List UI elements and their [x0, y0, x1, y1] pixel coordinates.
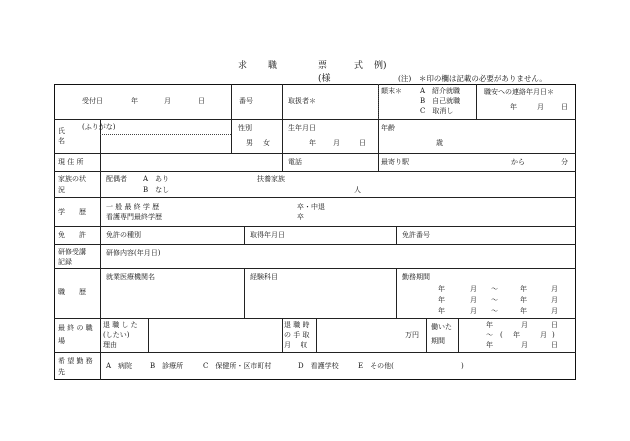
- cell-divider: [316, 318, 317, 352]
- final-workplace-label-2: 場: [58, 337, 65, 345]
- reception-year-unit[interactable]: 年: [131, 97, 138, 105]
- cell-divider: [378, 153, 379, 171]
- salary-label-2: の 手 取: [284, 331, 310, 339]
- period-year: 年: [520, 307, 527, 315]
- furigana-field[interactable]: (ふりがな): [82, 123, 116, 131]
- row-divider: [54, 171, 576, 172]
- age-label: 年齢: [381, 124, 395, 132]
- title-char: 職: [268, 61, 278, 71]
- row-divider: [54, 119, 576, 120]
- period-day: 日: [551, 341, 558, 349]
- birthdate-label: 生年月日: [288, 124, 316, 132]
- age-unit[interactable]: 歳: [436, 139, 443, 147]
- reception-day-unit[interactable]: 日: [198, 97, 205, 105]
- period-day: 日: [551, 321, 558, 329]
- license-number-field[interactable]: 免許番号: [402, 231, 430, 239]
- number-field-label[interactable]: 番号: [239, 97, 253, 105]
- career-department-field[interactable]: 経験科目: [250, 273, 278, 281]
- contact-date-label: 職安への連絡年月日＊: [484, 88, 554, 96]
- license-date-field[interactable]: 取得年月日: [250, 231, 285, 239]
- cell-divider: [231, 84, 232, 119]
- phone-label: 電話: [288, 158, 302, 166]
- label-column-divider: [100, 119, 101, 380]
- dotted-divider: [378, 84, 379, 119]
- wish-label: 希 望 勤 務: [58, 357, 93, 365]
- salary-label: 退 職 時: [284, 321, 310, 329]
- name-label-2: 名: [58, 137, 65, 145]
- outcome-option-a[interactable]: A 紹介就職: [420, 87, 461, 95]
- period-year: 年: [520, 296, 527, 304]
- spouse-option-b[interactable]: B なし: [143, 186, 170, 194]
- final-workplace-label: 最 終 の 職: [58, 324, 93, 332]
- period-month: 月: [540, 331, 547, 339]
- training-label-2: 記録: [58, 258, 72, 266]
- cell-divider: [396, 226, 397, 244]
- wish-option-e[interactable]: E その他(: [358, 362, 394, 370]
- reception-date-label: 受付日: [82, 97, 103, 105]
- outcome-option-b[interactable]: B 自己就職: [420, 97, 461, 105]
- row-divider: [54, 244, 576, 245]
- title-char: 例): [374, 61, 387, 71]
- row-divider: [54, 153, 576, 154]
- wish-option-c[interactable]: C 保健所・区市町村: [203, 362, 272, 370]
- spouse-option-a[interactable]: A あり: [143, 175, 170, 183]
- handler-field-label[interactable]: 取扱者＊: [288, 97, 316, 105]
- general-graduation-status[interactable]: 卒・中退: [297, 203, 325, 211]
- row-divider: [54, 318, 576, 319]
- period-tilde: 〜: [491, 296, 498, 304]
- period-year: 年: [486, 341, 493, 349]
- row-divider: [54, 352, 576, 353]
- title-char: 求: [238, 61, 248, 71]
- cell-divider: [282, 153, 283, 171]
- period-month: 月: [470, 285, 477, 293]
- wish-option-e-close: ): [461, 362, 464, 370]
- cell-divider: [458, 318, 459, 352]
- cell-divider: [282, 318, 283, 352]
- cell-divider: [231, 119, 232, 153]
- wish-option-a[interactable]: A 病院: [106, 362, 133, 370]
- reason-label: 退 職 し た: [103, 321, 138, 329]
- period-paren-close: ): [552, 331, 555, 339]
- period-paren-open: 〜 (: [486, 331, 503, 339]
- row-divider: [54, 268, 576, 269]
- education-label: 学 歴: [58, 208, 86, 216]
- reason-label-2: (したい): [103, 331, 130, 339]
- worked-period-label: 働いた: [431, 323, 452, 331]
- period-tilde: 〜: [491, 285, 498, 293]
- career-institution-field[interactable]: 就業医療機関名: [106, 273, 155, 281]
- period-month: 月: [521, 321, 528, 329]
- dependents-unit[interactable]: 人: [354, 186, 361, 194]
- worked-period-label-2: 期間: [431, 337, 445, 345]
- career-label: 職 歴: [58, 288, 86, 296]
- contact-year-unit[interactable]: 年: [510, 103, 517, 111]
- station-minutes[interactable]: 分: [561, 158, 568, 166]
- sex-male-option[interactable]: 男: [246, 139, 253, 147]
- form-note: (注) ＊印の欄は記載の必要がありません。: [398, 74, 547, 83]
- reason-label-3: 理由: [103, 341, 117, 349]
- training-label: 研修受講: [58, 248, 86, 256]
- station-from[interactable]: から: [511, 158, 525, 166]
- outcome-label: 顛末＊: [381, 87, 402, 95]
- title-char: 票(様: [318, 61, 331, 84]
- birth-day-unit[interactable]: 日: [359, 139, 366, 147]
- license-type-field[interactable]: 免許の種別: [106, 231, 141, 239]
- family-label-2: 況: [58, 186, 65, 194]
- title-char: 式: [354, 61, 364, 71]
- cell-divider: [244, 226, 245, 244]
- furigana-divider: [100, 134, 231, 135]
- outcome-option-c[interactable]: C 取消し: [420, 107, 454, 115]
- cell-divider: [148, 318, 149, 352]
- reception-month-unit[interactable]: 月: [164, 97, 171, 105]
- period-year: 年: [438, 296, 445, 304]
- contact-day-unit[interactable]: 日: [561, 103, 568, 111]
- nursing-graduation-status[interactable]: 卒: [297, 213, 304, 221]
- cell-divider: [282, 84, 283, 119]
- birth-year-unit[interactable]: 年: [309, 139, 316, 147]
- birth-month-unit[interactable]: 月: [333, 139, 340, 147]
- period-month: 月: [470, 307, 477, 315]
- period-month: 月: [551, 296, 558, 304]
- training-content-field[interactable]: 研修内容(年月日): [106, 249, 161, 257]
- license-label: 免 許: [58, 231, 86, 239]
- row-divider: [54, 226, 576, 227]
- period-year: 年: [520, 285, 527, 293]
- wish-option-b[interactable]: B 診療所: [150, 362, 184, 370]
- salary-unit[interactable]: 万円: [405, 331, 419, 339]
- cell-divider: [476, 84, 477, 119]
- wish-option-d[interactable]: D 看護学校: [298, 362, 339, 370]
- sex-female-option[interactable]: 女: [263, 139, 270, 147]
- sex-label: 性別: [238, 124, 252, 132]
- name-label: 氏: [58, 127, 65, 135]
- period-tilde: 〜: [491, 307, 498, 315]
- cell-divider: [396, 268, 397, 318]
- period-year: 年: [438, 307, 445, 315]
- row-divider: [54, 197, 576, 198]
- period-year: 年: [438, 285, 445, 293]
- nursing-education-label: 看護専門最終学歴: [106, 213, 162, 221]
- wish-label-2: 先: [58, 368, 65, 376]
- cell-divider: [282, 119, 283, 153]
- period-year: 年: [513, 331, 520, 339]
- period-month: 月: [551, 285, 558, 293]
- period-month: 月: [470, 296, 477, 304]
- cell-divider: [378, 119, 379, 153]
- period-month: 月: [551, 307, 558, 315]
- spouse-label: 配偶者: [106, 175, 127, 183]
- salary-label-3: 月 収: [284, 341, 308, 349]
- career-period-label: 勤務期間: [402, 273, 430, 281]
- dependents-label: 扶養家族: [257, 175, 285, 183]
- period-year: 年: [486, 321, 493, 329]
- station-label: 最寄り駅: [381, 158, 409, 166]
- cell-divider: [244, 268, 245, 318]
- general-education-label: 一 般 最 終 学 歴: [106, 203, 160, 211]
- period-month: 月: [521, 341, 528, 349]
- address-label: 現 住 所: [58, 158, 84, 166]
- cell-divider: [426, 318, 427, 352]
- family-label: 家族の状: [58, 175, 86, 183]
- contact-month-unit[interactable]: 月: [537, 103, 544, 111]
